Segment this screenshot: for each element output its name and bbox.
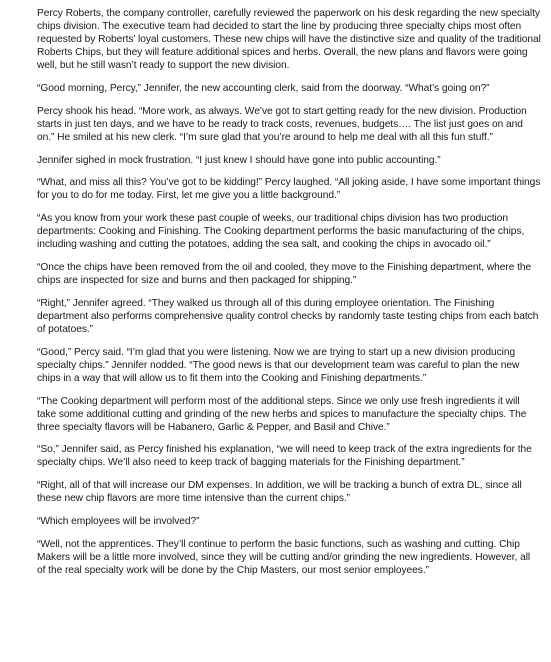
paragraph-3: Percy shook his head. “More work, as always. We’ve got to start getting ready for the new division. Production starts in just ten days, and we have to be ready to track costs, revenues, budgets…. The list just goes on and on.” He smiled at his new clerk. “I’m sure glad that you’re around to help me deal with all this fun stuff.” [37,105,527,143]
paragraph-10: “The Cooking department will perform most of the additional steps. Since we only use fresh ingredients it will take some additional cutting and grinding of the new herbs and spices to manufacture the specialty chips. The three specialty flavors will be Habanero, Garlic & Pepper, and Basil and Chive.” [37,395,527,433]
paragraph-8: “Right,” Jennifer agreed. “They walked us through all of this during employee orientation. The Finishing department also performs comprehensive quality control checks by randomly taste testing chips from each batch of potatoes.” [37,297,539,335]
paragraph-7: “Once the chips have been removed from the oil and cooled, they move to the Finishing department, where the chips are inspected for size and burns and then packaged for shipping.” [37,261,532,287]
paragraph-5: “What, and miss all this? You’ve got to be kidding!” Percy laughed. “All joking aside, I have some important things for you to do for me today. First, let me give you a little background.” [37,177,541,202]
paragraph-12: “Right, all of that will increase our DM expenses. In addition, we will be tracking a bunch of extra DL, since all these new chip flavors are more time intensive than the current chips.” [37,480,522,505]
paragraph-11: “So,” Jennifer said, as Percy finished his explanation, “we will need to keep track of the extra ingredients for the specialty chips. We’ll also need to keep track of bagging materials for the Finishing department.” [37,444,532,469]
paragraph-9: “Good,” Percy said. “I’m glad that you were listening. Now we are trying to start up a new division producing specialty chips.” Jennifer nodded. “The good news is that our development team was careful to plan the new chips in a way that will allow us to fit them into the Cooking and Finishing departments.” [37,346,520,384]
paragraph-2: “Good morning, Percy,” Jennifer, the new accounting clerk, said from the doorway. “What’s going on?” [37,83,490,95]
paragraph-1: Percy Roberts, the company controller, carefully reviewed the paperwork on his desk regarding the new specialty chips division. The executive team had decided to start the line by producing three specialty chips most often requested by Roberts’ loyal customers. These new chips will have the distinctive size and quality of the traditional Roberts Chips, but they will feature additional spices and herbs. Overall, the new plans and flavors were going well, but he still wasn’t ready to support the new division. [37,8,541,72]
paragraph-13: “Which employees will be involved?” [37,515,200,527]
paragraph-6: “As you know from your work these past couple of weeks, our traditional chips division has two production departments: Cooking and Finishing. The Cooking department performs the basic manufacturing of the chips, including washing and cutting the potatoes, adding the sea salt, and cooking the chips in avocado oil.” [37,213,525,251]
paragraph-14: “Well, not the apprentices. They’ll continue to perform the basic functions, such as washing and cutting. Chip Makers will be a little more involved, since they will be cutting and/or grinding the new ingredients. However, all of the real specialty work will be done by the Chip Masters, our most senior employees.” [37,538,531,576]
paragraph-4: Jennifer sighed in mock frustration. “I just knew I should have gone into public accounting.” [37,154,441,166]
